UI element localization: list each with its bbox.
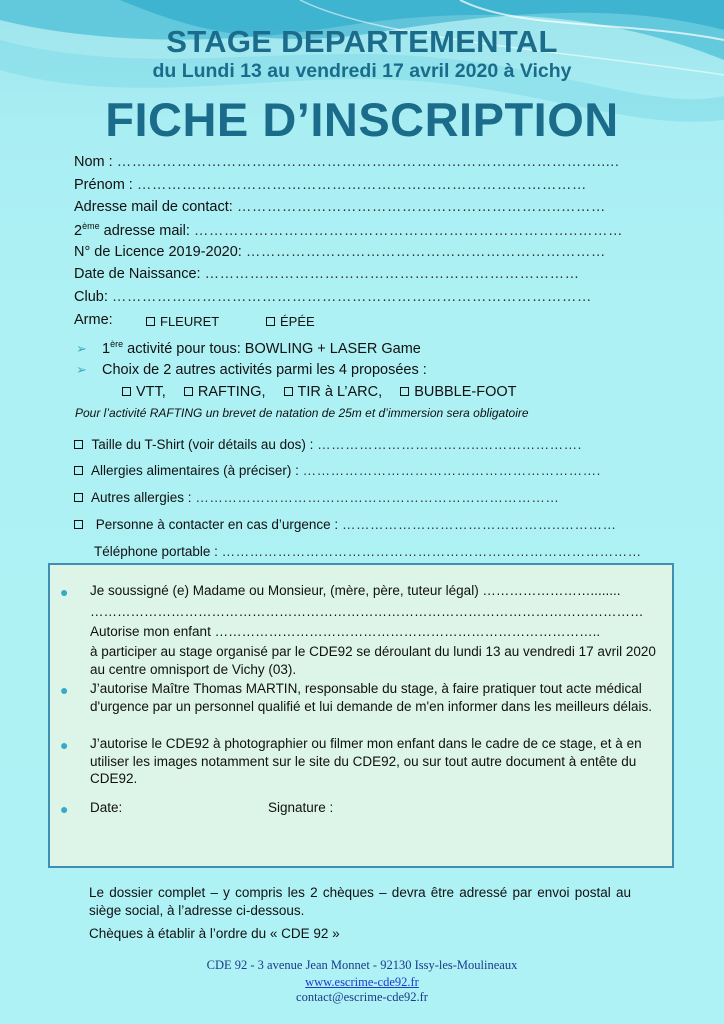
consent-dots-line: …………………………………………………………………………………………………………… <box>90 604 644 619</box>
label-naissance: Date de Naissance: <box>74 266 201 282</box>
field-club[interactable] <box>74 289 592 305</box>
label-club: Club: <box>74 289 108 305</box>
label-mail2-sup: ème <box>82 221 100 231</box>
field-allergies-food[interactable] <box>74 463 601 478</box>
dots-mail2: …………………………………………………………………..……… <box>193 222 623 239</box>
bullet-icon: ● <box>60 682 69 698</box>
label-epee: ÉPÉE <box>280 314 315 329</box>
parental-consent-box <box>48 563 674 868</box>
consent-medical: J’autorise Maître Thomas MARTIN, responsable du stage, à faire pratiquer tout acte médical d'urgence par un personnel qualifié et lui demande de m'en informer dans les meilleurs délais. <box>90 681 652 714</box>
activity-first <box>76 339 421 357</box>
label-mail: Adresse mail de contact: <box>74 199 233 215</box>
checkbox-icon[interactable] <box>74 440 83 449</box>
dots-licence: ……………………………………………………………… <box>245 244 606 260</box>
first-num: 1 <box>102 340 111 357</box>
field-mail[interactable] <box>74 199 606 215</box>
option-epee[interactable] <box>266 314 315 329</box>
field-arme <box>74 312 113 328</box>
checkbox-icon[interactable] <box>74 466 83 475</box>
dossier-instructions: Le dossier complet – y compris les 2 chèques – devra être adressé par envoi postal au siège social, à l’adresse ci-dessous. <box>89 885 631 918</box>
dots-allergies-food: ………………………………………………………. <box>302 463 601 478</box>
option-rafting[interactable] <box>184 384 266 400</box>
dots-allergies-other: …………………………………………………………………… <box>195 490 560 505</box>
option-label: VTT, <box>136 384 166 400</box>
activity-choose <box>76 362 427 378</box>
bullet-icon: ● <box>60 584 69 600</box>
option-label: RAFTING, <box>197 384 266 400</box>
label-mail2-num: 2 <box>74 222 83 239</box>
website-link-row <box>0 975 724 990</box>
field-naissance[interactable] <box>74 266 580 282</box>
arrow-bullet-icon: ➢ <box>76 340 87 356</box>
consent-participation: à participer au stage organisé par le CDE92 se déroulant du lundi 13 au vendredi 17 avril 2020 au centre omnisport de Vichy (03). <box>90 644 656 677</box>
arrow-bullet-icon: ➢ <box>76 362 87 377</box>
choose-text: Choix de 2 autres activités parmi les 4 proposées : <box>102 362 427 378</box>
signature-field[interactable]: Signature : <box>268 800 334 815</box>
consent-parent-line: Je soussigné (e) Madame ou Monsieur, (mère, père, tuteur légal) ……………………........ <box>90 583 621 598</box>
field-prenom[interactable] <box>74 177 587 193</box>
bullet-icon: ● <box>60 801 69 817</box>
option-tir-arc[interactable] <box>284 384 383 400</box>
checkbox-icon[interactable] <box>284 387 293 396</box>
email-contact[interactable]: contact@escrime-cde92.fr <box>296 990 428 1004</box>
option-bubble-foot[interactable] <box>400 384 516 400</box>
label-licence: N° de Licence 2019-2020: <box>74 244 242 260</box>
consent-images: J’autorise le CDE92 à photographier ou filmer mon enfant dans le cadre de ce stage, et à en utiliser les images notamment sur le site du CDE92, ou sur tout autre document à entête du CDE92. <box>90 736 642 786</box>
field-licence[interactable] <box>74 244 606 260</box>
label-tshirt: Taille du T-Shirt (voir détails au dos) : <box>91 437 314 452</box>
dots-club: …………………………………………………………………………………… <box>111 289 592 305</box>
consent-child-line: Autorise mon enfant ………………………………………………………………………….. <box>90 624 601 639</box>
checkbox-icon[interactable] <box>122 387 131 396</box>
cheques-instructions: Chèques à établir à l’ordre du « CDE 92 » <box>89 926 340 941</box>
dots-contact: ………………………………………..………… <box>341 517 617 532</box>
label-fleuret: FLEURET <box>160 314 220 329</box>
label-mail2: adresse mail: <box>103 222 190 239</box>
dots-phone: ……………………………………………………………………………… <box>221 544 642 559</box>
dots-tshirt: ……………………………..…………………. <box>317 437 582 452</box>
label-allergies-other: Autres allergies : <box>91 490 192 505</box>
rafting-note: Pour l’activité RAFTING un brevet de natation de 25m et d’immersion sera obligatoire <box>75 406 529 420</box>
checkbox-icon[interactable] <box>146 317 155 326</box>
option-vtt[interactable] <box>122 384 166 400</box>
checkbox-icon[interactable] <box>74 493 83 502</box>
bullet-icon: ● <box>60 737 69 753</box>
dots-naissance: ………………………………………………………………… <box>204 266 580 282</box>
page-title: STAGE DEPARTEMENTAL <box>166 24 558 59</box>
label-contact: Personne à contacter en cas d’urgence : <box>95 517 339 532</box>
checkbox-icon[interactable] <box>74 520 83 529</box>
field-allergies-other[interactable] <box>74 490 559 505</box>
checkbox-icon[interactable] <box>184 387 193 396</box>
label-phone: Téléphone portable : <box>94 544 218 559</box>
label-nom: Nom : <box>74 154 113 170</box>
option-fleuret[interactable] <box>146 314 219 329</box>
field-mail2[interactable] <box>74 221 623 239</box>
first-sup: ère <box>110 339 124 349</box>
dots-mail: ………………………………………………………..……… <box>236 199 606 215</box>
field-phone[interactable] <box>94 544 642 559</box>
label-prenom: Prénom : <box>74 177 133 193</box>
checkbox-icon[interactable] <box>266 317 275 326</box>
option-label: BUBBLE-FOOT <box>414 384 517 400</box>
field-nom[interactable] <box>74 154 619 170</box>
website-link[interactable]: www.escrime-cde92.fr <box>305 975 419 989</box>
option-label: TIR à L’ARC, <box>297 384 383 400</box>
field-tshirt[interactable] <box>74 437 582 452</box>
field-emergency-contact[interactable] <box>74 517 616 532</box>
date-field[interactable]: Date: <box>90 800 123 815</box>
checkbox-icon[interactable] <box>400 387 409 396</box>
dots-nom: ……………………………………………………………………………………..... <box>116 154 620 170</box>
activity-options <box>122 384 517 400</box>
form-title: FICHE D’INSCRIPTION <box>105 93 619 146</box>
stage-dates: du Lundi 13 au vendredi 17 avril 2020 à Vichy <box>152 60 572 82</box>
postal-address: CDE 92 - 3 avenue Jean Monnet - 92130 Issy-les-Moulineaux <box>206 958 518 972</box>
first-activity-text: activité pour tous: BOWLING + LASER Game <box>127 340 421 357</box>
dots-prenom: ……………………………………………………………………………… <box>136 177 587 193</box>
label-allergies-food: Allergies alimentaires (à préciser) : <box>91 463 299 478</box>
label-arme: Arme: <box>74 312 113 328</box>
